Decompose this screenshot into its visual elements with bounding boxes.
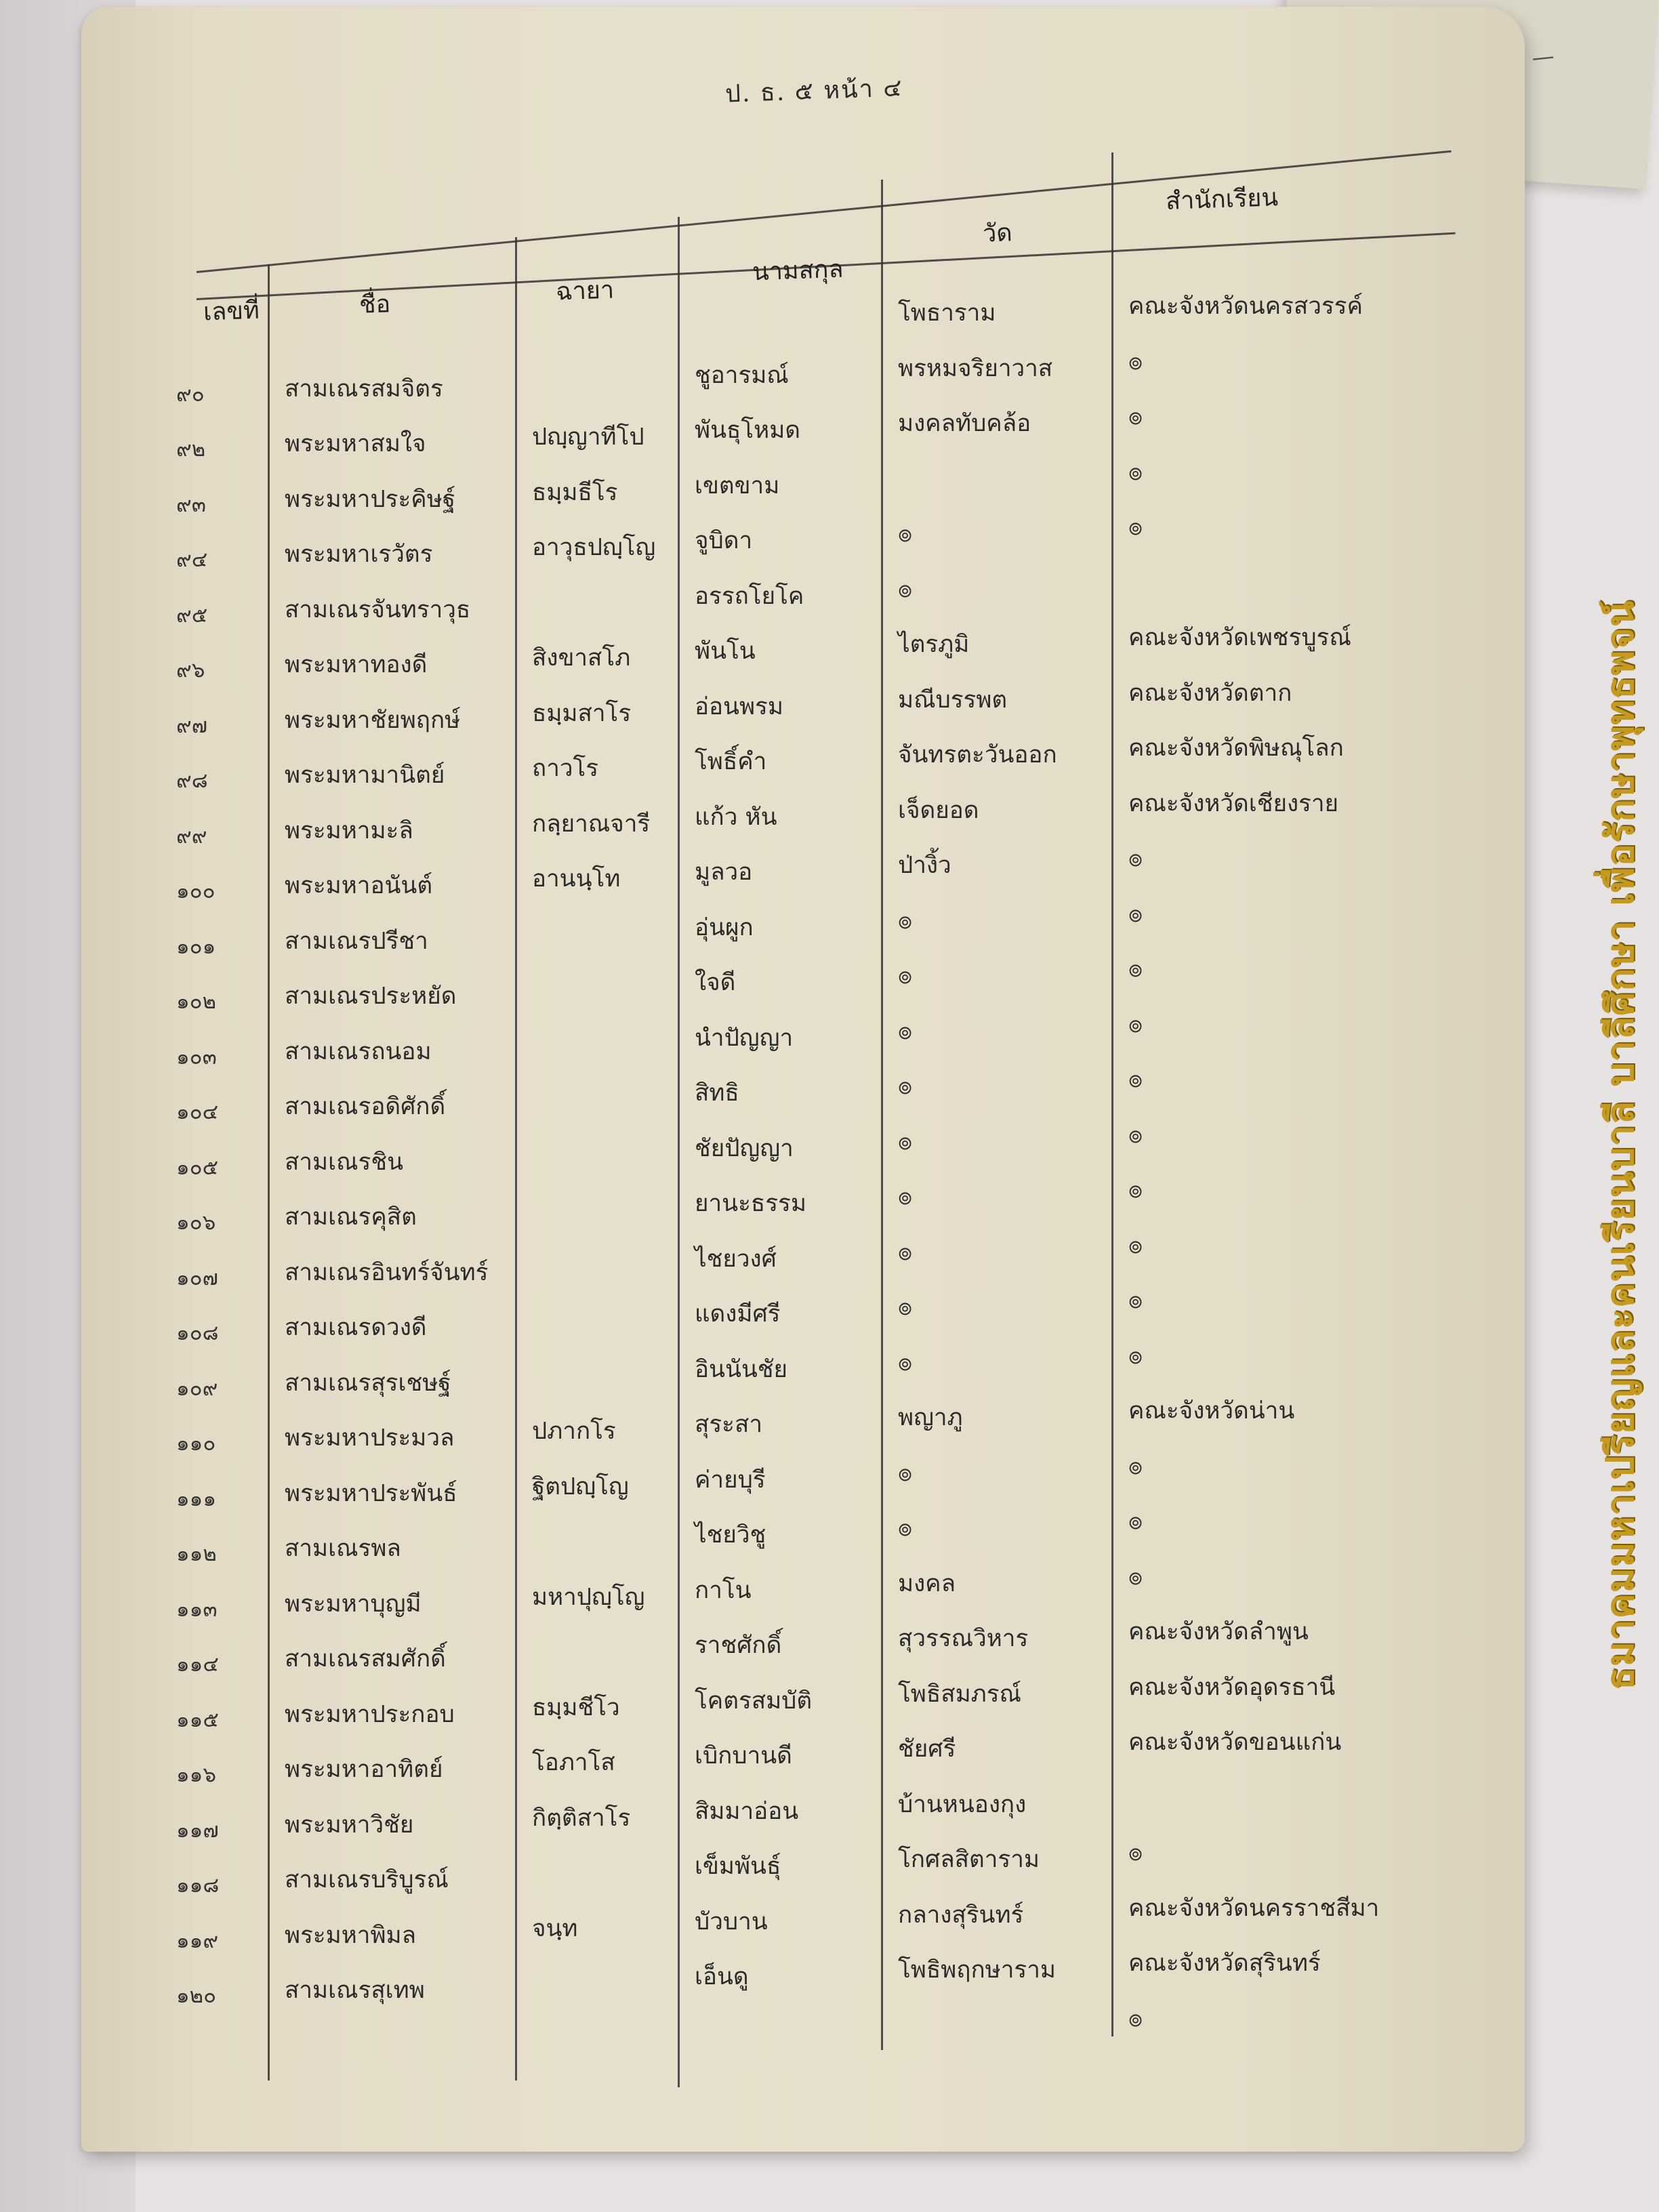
cell-samnak: ๏: [1128, 403, 1143, 430]
cell-chaya: กิตฺติสาโร: [532, 1804, 631, 1832]
cell-samnak: ๏: [1128, 348, 1143, 375]
cell-no: ๑๑๕: [176, 1707, 219, 1732]
cell-no: ๑๑๔: [176, 1652, 219, 1677]
cell-chaya: โอภาโส: [532, 1749, 615, 1776]
cell-no: ๙๔: [176, 548, 208, 572]
cell-samnak: ๏: [1128, 1452, 1143, 1480]
cell-wat: ๏: [898, 1294, 913, 1321]
cell-no: ๑๑๖: [176, 1763, 217, 1787]
cell-no: ๙๙: [176, 823, 207, 848]
cell-name: พระมหามะลิ: [285, 817, 413, 844]
cell-no: ๑๐๘: [176, 1321, 219, 1345]
cell-wat: มงคลทับคล้อ: [898, 410, 1031, 437]
cell-name: สามเณรสมจิตร: [285, 375, 443, 403]
cell-surname: ค่ายบุรี: [695, 1466, 766, 1494]
cell-surname: พันธุโหมด: [695, 417, 801, 444]
header-name: ชื่อ: [359, 290, 391, 319]
cell-surname: กาโน: [695, 1576, 752, 1604]
cell-wat: ๏: [898, 1128, 913, 1155]
cell-surname: เขตขาม: [695, 472, 780, 499]
cell-chaya: ปภากโร: [532, 1418, 616, 1445]
cell-no: ๑๐๙: [176, 1376, 218, 1401]
cell-chaya: ถาวโร: [532, 755, 599, 782]
cell-wat: จันทรตะวันออก: [898, 741, 1057, 769]
cell-wat: ๏: [898, 575, 913, 603]
cell-no: ๙๗: [176, 713, 208, 738]
cell-samnak: ๏: [1128, 1563, 1143, 1591]
cell-wat: มณีบรรพต: [898, 686, 1008, 714]
cell-wat: โพธิสมภรณ์: [898, 1680, 1022, 1708]
cell-samnak: คณะจังหวัดเชียงราย: [1128, 790, 1339, 817]
cell-samnak: ๏: [1128, 1010, 1143, 1038]
cell-wat: ไตรภูมิ: [898, 631, 970, 658]
cell-no: ๑๐๖: [176, 1210, 216, 1235]
cell-wat: พญาภู: [898, 1404, 963, 1431]
cell-wat: ๏: [898, 1183, 913, 1210]
cell-surname: มูลวอ: [695, 859, 753, 886]
cell-wat: กลางสุรินทร์: [898, 1901, 1024, 1929]
cell-name: พระมหาบุญมี: [285, 1590, 422, 1618]
cell-samnak: ๏: [1128, 514, 1143, 541]
cell-chaya: อานนฺโท: [532, 865, 621, 893]
header-no: เลขที่: [203, 296, 260, 327]
cell-chaya: ธมฺมธีโร: [532, 478, 618, 506]
cell-no: ๑๒๐: [176, 1984, 217, 2008]
cell-wat: โกศลสิตาราม: [898, 1846, 1040, 1873]
cell-chaya: ฐิตปญฺโญ: [532, 1473, 629, 1500]
cell-name: พระมหาอาทิตย์: [285, 1756, 443, 1783]
cell-surname: ราชศักดิ์: [695, 1632, 782, 1659]
cell-wat: เจ็ดยอด: [898, 796, 979, 824]
column-divider: [678, 217, 680, 2087]
cell-name: พระมหาวิชัย: [285, 1811, 414, 1839]
cell-surname: ไชยวงศ์: [695, 1245, 777, 1273]
cell-samnak: ๏: [1128, 1508, 1143, 1535]
cell-name: พระมหาชัยพฤกษ์: [285, 706, 461, 734]
cell-samnak: ๏: [1128, 458, 1143, 486]
header-samnak: สำนักเรียน: [1165, 184, 1279, 216]
cell-samnak: ๏: [1128, 1287, 1143, 1314]
cell-name: พระมหาเรวัตร: [285, 541, 433, 568]
cell-samnak: คณะจังหวัดนครราชสีมา: [1128, 1894, 1380, 1922]
cell-chaya: กลฺยาณจารี: [532, 810, 651, 838]
cell-surname: โพธิ์คำ: [695, 748, 767, 775]
cell-name: สามเณรดวงดี: [285, 1314, 427, 1341]
cell-surname: เบิกบานดี: [695, 1742, 792, 1769]
cell-no: ๙๒: [176, 437, 206, 462]
cell-samnak: ๏: [1128, 1231, 1143, 1259]
cell-name: พระมหาประมวล: [285, 1425, 455, 1452]
cell-no: ๑๑๐: [176, 1431, 216, 1456]
cell-surname: แก้ว หัน: [695, 803, 777, 831]
cell-chaya: ธมฺมชีโว: [532, 1694, 620, 1721]
cell-samnak: คณะจังหวัดอุดรธานี: [1128, 1673, 1336, 1701]
header-chaya: ฉายา: [555, 276, 615, 306]
page-header: ป. ธ. ๕ หน้า ๔: [724, 74, 904, 108]
cell-surname: เอ็นดู: [695, 1963, 749, 1990]
cell-samnak: คณะจังหวัดน่าน: [1128, 1397, 1295, 1425]
cell-samnak: ๏: [1128, 1839, 1143, 1866]
cell-wat: ป่างิ้ว: [898, 852, 951, 879]
cell-name: สามเณรจันทราวุธ: [285, 596, 471, 623]
column-divider: [881, 180, 883, 2050]
cell-surname: ชูอารมณ์: [695, 361, 789, 389]
cell-no: ๑๐๔: [176, 1100, 219, 1124]
cell-wat: ๏: [898, 1073, 913, 1100]
cell-samnak: ๏: [1128, 1342, 1143, 1370]
cell-samnak: คณะจังหวัดขอนแก่น: [1128, 1729, 1342, 1756]
cell-samnak: ๏: [1128, 1176, 1143, 1204]
cell-chaya: ปญฺญาทีโป: [532, 424, 644, 451]
cell-surname: พันโน: [695, 638, 756, 665]
cell-no: ๑๑๙: [176, 1928, 219, 1953]
cell-wat: โพธิพฤกษาราม: [898, 1957, 1056, 1984]
cell-no: ๑๑๓: [176, 1597, 218, 1622]
cell-chaya: ธมฺมสาโร: [532, 699, 632, 727]
cell-surname: โคตรสมบัติ: [695, 1687, 813, 1715]
header-wat: วัด: [982, 219, 1013, 248]
faint-mark: |: [1532, 54, 1557, 63]
cell-name: สามเณรอินทร์จันทร์: [285, 1258, 489, 1286]
cell-samnak: ๏: [1128, 2005, 1143, 2032]
cell-name: สามเณรบริบูรณ์: [285, 1866, 449, 1893]
cell-surname: อรรถโยโค: [695, 582, 804, 610]
cell-surname: ใจดี: [695, 969, 736, 996]
cell-name: สามเณรสมศักดิ์: [285, 1645, 446, 1673]
cell-surname: นำปัญญา: [695, 1024, 794, 1052]
cell-name: พระมหาอนันต์: [285, 872, 433, 899]
cell-wat: ๏: [898, 520, 913, 548]
cell-chaya: มหาปุญฺโญ: [532, 1583, 645, 1611]
document-page: [81, 7, 1525, 2152]
cell-surname: สิทธิ: [695, 1080, 739, 1107]
cell-name: สามเณรปรีชา: [285, 927, 428, 955]
cell-samnak: ๏: [1128, 845, 1143, 872]
cell-samnak: คณะจังหวัดตาก: [1128, 679, 1292, 707]
cell-name: สามเณรชิน: [285, 1148, 403, 1176]
cell-wat: ๏: [898, 1459, 913, 1487]
cell-no: ๑๐๒: [176, 989, 217, 1014]
cell-name: สามเณรสุรเชษฐ์: [285, 1369, 451, 1397]
cell-name: พระมหาประคิษฐ์: [285, 485, 456, 513]
cell-surname: แดงมีศรี: [695, 1300, 781, 1328]
cell-no: ๙๐: [176, 382, 205, 407]
cell-name: พระมหาพิมล: [285, 1921, 417, 1949]
cell-surname: ชัยปัญญา: [695, 1134, 794, 1162]
cell-name: สามเณรประหยัด: [285, 983, 457, 1010]
cell-wat: ๏: [898, 907, 913, 935]
cell-samnak: ๏: [1128, 900, 1143, 928]
cell-no: ๑๑๑: [176, 1486, 217, 1511]
cell-surname: ไชยวิชู: [695, 1521, 766, 1549]
cell-samnak: ๏: [1128, 1066, 1143, 1093]
column-divider: [515, 237, 517, 2081]
cell-wat: สุวรรณวิหาร: [898, 1625, 1029, 1652]
cell-name: พระมหาประพันธ์: [285, 1479, 457, 1507]
cell-surname: สุระสา: [695, 1411, 762, 1438]
cell-no: ๑๑๘: [176, 1873, 220, 1898]
cell-no: ๑๐๓: [176, 1044, 217, 1069]
cell-surname: จูบิดา: [695, 527, 753, 554]
cell-wat: ๏: [898, 1017, 913, 1045]
cell-chaya: อาวุธปญฺโญ: [532, 534, 656, 561]
cell-surname: ยานะธรรม: [695, 1190, 806, 1217]
cell-name: พระมหาสมใจ: [285, 430, 426, 457]
cell-no: ๙๖: [176, 658, 205, 682]
cell-samnak: คณะจังหวัดลำพูน: [1128, 1618, 1309, 1645]
cell-no: ๑๐๕: [176, 1155, 219, 1180]
cell-name: พระมหาทองดี: [285, 651, 428, 678]
cell-wat: ชัยศรี: [898, 1736, 956, 1763]
cell-no: ๙๕: [176, 602, 208, 628]
cell-no: ๑๐๐: [176, 879, 216, 903]
watermark-text: ธมาคมมหาเปรียญและคนเรียนบาลี บาลีศึกษา เพื่อรักษาพุทธพจน์: [1598, 600, 1643, 1691]
cell-no: ๑๑๗: [176, 1818, 219, 1843]
cell-samnak: ๏: [1128, 956, 1143, 983]
cell-name: สามเณรพล: [285, 1535, 401, 1562]
cell-no: ๙๘: [176, 769, 208, 793]
cell-name: สามเณรอดิศักดิ์: [285, 1093, 446, 1120]
cell-wat: โพธาราม: [898, 300, 996, 327]
cell-surname: เข็มพันธุ์: [695, 1853, 781, 1880]
cell-samnak: คณะจังหวัดพิษณุโลก: [1128, 735, 1344, 762]
cell-surname: อ่อนพรม: [695, 693, 783, 720]
cell-surname: อุ่นผูก: [695, 914, 754, 941]
cell-no: ๑๐๗: [176, 1265, 218, 1290]
cell-wat: มงคล: [898, 1570, 956, 1597]
cell-name: สามเณรสุเทพ: [285, 1977, 425, 2004]
cell-no: ๑๐๑: [176, 934, 216, 959]
cell-no: ๑๑๒: [176, 1542, 217, 1566]
cell-samnak: คณะจังหวัดสุรินทร์: [1128, 1950, 1321, 1977]
cell-wat: ๏: [898, 1238, 913, 1266]
cell-chaya: สิงขาสโภ: [532, 644, 631, 672]
cell-wat: พรหมจริยาวาส: [898, 354, 1053, 382]
header-surname: นามสกุล: [752, 255, 844, 287]
cell-wat: ๏: [898, 1349, 913, 1376]
cell-name: สามเณรถนอม: [285, 1038, 432, 1065]
column-divider: [1111, 152, 1113, 2036]
cell-surname: อินนันชัย: [695, 1355, 788, 1383]
cell-samnak: คณะจังหวัดเพชรบูรณ์: [1128, 624, 1351, 651]
column-divider: [268, 264, 270, 2081]
cell-wat: บ้านหนองกุง: [898, 1790, 1027, 1818]
cell-wat: ๏: [898, 1515, 913, 1542]
cell-chaya: จนฺท: [532, 1914, 578, 1942]
cell-surname: บัวบาน: [695, 1908, 768, 1936]
cell-name: พระมหาประกอบ: [285, 1700, 455, 1728]
cell-surname: สิมมาอ่อน: [695, 1797, 799, 1825]
cell-name: พระมหามานิตย์: [285, 762, 445, 789]
cell-samnak: คณะจังหวัดนครสวรรค์: [1128, 293, 1363, 320]
cell-name: สามเณรคุสิต: [285, 1204, 417, 1231]
cell-samnak: ๏: [1128, 1121, 1143, 1149]
cell-no: ๙๓: [176, 492, 206, 517]
cell-wat: ๏: [898, 962, 913, 989]
